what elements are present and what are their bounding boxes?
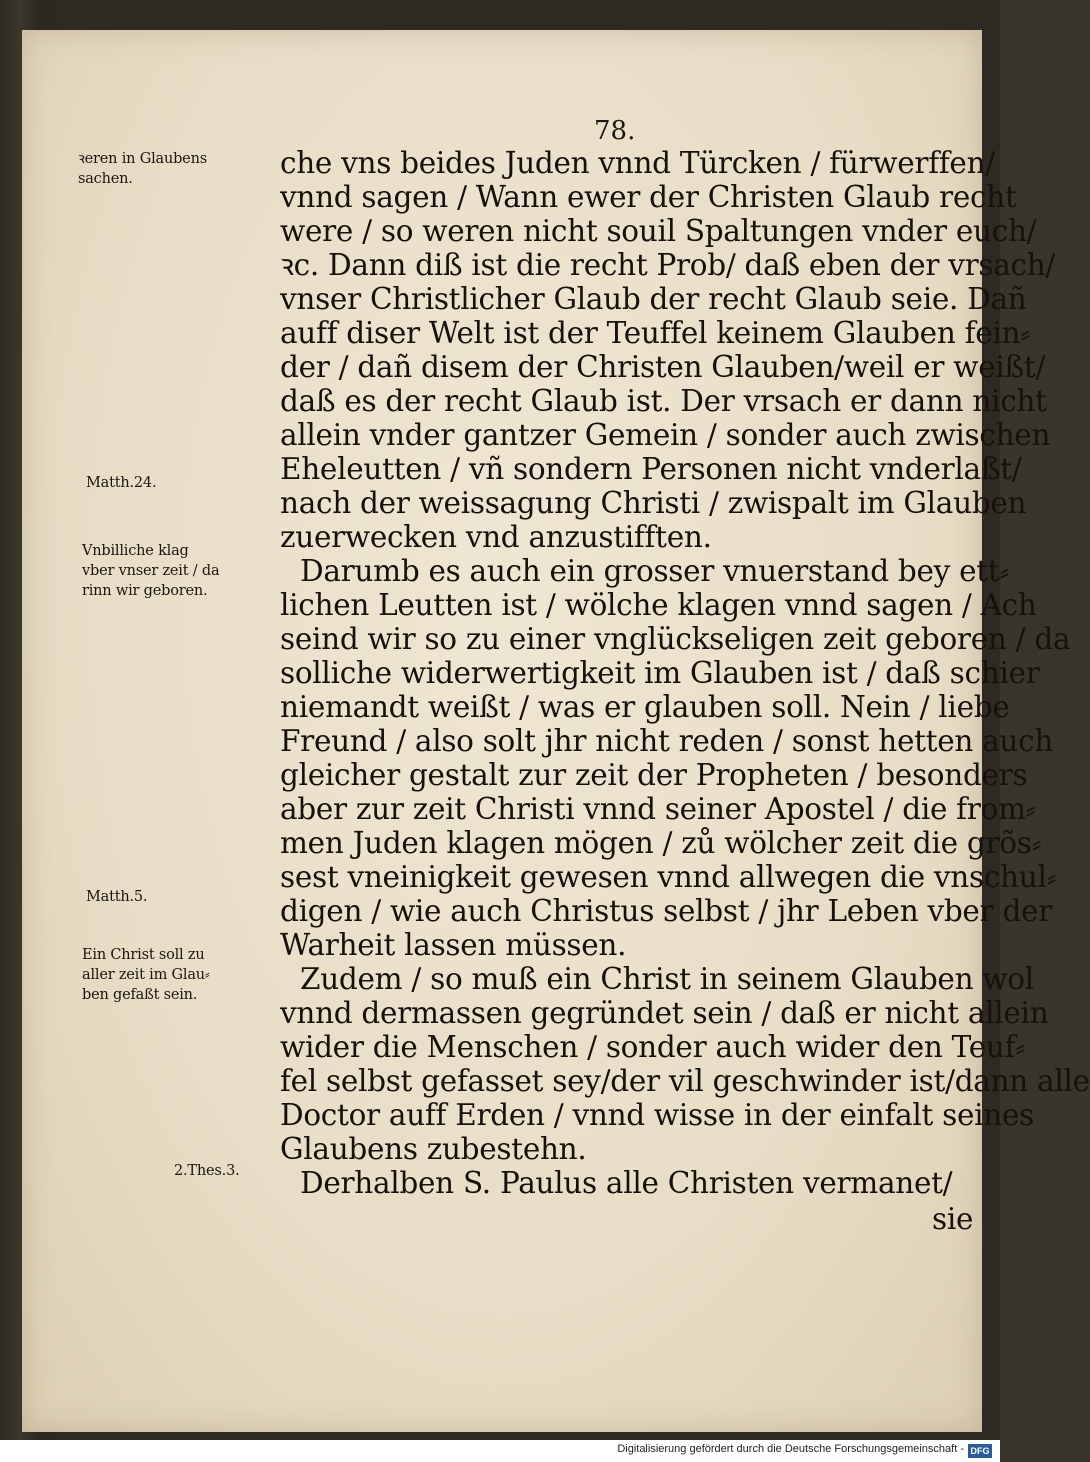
text-line: nach der weissagung Christi / zwispalt im Glauben	[280, 486, 1027, 520]
text-line: Eheleutten / vñ sondern Personen nicht vnderlaßt/	[280, 452, 1022, 486]
margin-note: Ein Christ soll zu	[82, 947, 205, 963]
text-line: men Juden klagen mögen / zů wölcher zeit die grõs⸗	[280, 826, 1042, 860]
text-line: gleicher gestalt zur zeit der Propheten / besonders	[280, 758, 1028, 792]
margin-note: Matth.5.	[86, 889, 148, 905]
text-line: Derhalben S. Paulus alle Christen vermanet/	[300, 1166, 953, 1200]
text-line: auff diser Welt ist der Teuffel keinem Glauben fein⸗	[280, 316, 1030, 350]
text-line: daß es der recht Glaub ist. Der vrsach er dann nicht	[280, 384, 1047, 418]
text-line: niemandt weißt / was er glauben soll. Nein / liebe	[280, 690, 1010, 724]
text-line: der / dañ disem der Christen Glauben/weil er weißt/	[280, 350, 1046, 384]
text-line: vnser Christlicher Glaub der recht Glaub seie. Dañ	[280, 282, 1027, 316]
book-page	[22, 30, 1090, 1432]
text-line: ꝛc. Dann diß ist die recht Prob/ daß eben der vrsach/	[280, 248, 1056, 282]
margin-note: vber vnser zeit / da	[82, 563, 220, 579]
margin-note: ꝛeren in Glaubens	[78, 151, 207, 167]
margin-note: Matth.24.	[86, 475, 157, 491]
text-line: lichen Leutten ist / wölche klagen vnnd sagen / Ach	[280, 588, 1037, 622]
catchword: sie	[932, 1202, 974, 1236]
text-line: Glaubens zubestehn.	[280, 1132, 587, 1166]
text-line: Doctor auff Erden / vnnd wisse in der einfalt seines	[280, 1098, 1034, 1132]
margin-note: sachen.	[78, 171, 133, 187]
text-line: solliche widerwertigkeit im Glauben ist / daß schier	[280, 656, 1040, 690]
margin-note: ben gefaßt sein.	[82, 987, 198, 1003]
margin-note: Vnbilliche klag	[82, 543, 189, 559]
text-line: sest vneinigkeit gewesen vnnd allwegen die vnschul⸗	[280, 860, 1057, 894]
text-line: allein vnder gantzer Gemein / sonder auch zwischen	[280, 418, 1051, 452]
funding-credit: Digitalisierung gefördert durch die Deutsche Forschungsgemeinschaft -	[617, 1443, 964, 1455]
text-line: aber zur zeit Christi vnnd seiner Apostel / die from⸗	[280, 792, 1036, 826]
text-line: vnnd dermassen gegründet sein / daß er nicht allein	[280, 996, 1049, 1030]
text-line: zuerwecken vnd anzustifften.	[280, 520, 712, 554]
page-number: 78.	[594, 116, 636, 146]
text-line: wider die Menschen / sonder auch wider den Teuf⸗	[280, 1030, 1025, 1064]
margin-note: 2.Thes.3.	[174, 1163, 240, 1179]
footer-bar	[0, 1440, 1000, 1462]
text-line: fel selbst gefasset sey/der vil geschwinder ist/dann alle	[280, 1064, 1090, 1098]
text-line: Zudem / so muß ein Christ in seinem Glauben wol	[300, 962, 1034, 996]
margin-note: rinn wir geboren.	[82, 583, 208, 599]
text-line: che vns beides Juden vnnd Türcken / fürwerffen/	[280, 146, 995, 180]
text-line: vnnd sagen / Wann ewer der Christen Glaub recht	[280, 180, 1017, 214]
dfg-logo: DFG	[968, 1444, 992, 1458]
text-line: digen / wie auch Christus selbst / jhr Leben vber der	[280, 894, 1053, 928]
text-line: Freund / also solt jhr nicht reden / sonst hetten auch	[280, 724, 1054, 758]
text-line: Warheit lassen müssen.	[280, 928, 627, 962]
margin-note: aller zeit im Glau⸗	[82, 967, 210, 983]
text-line: seind wir so zu einer vnglückseligen zeit geboren / da	[280, 622, 1071, 656]
text-line: were / so weren nicht souil Spaltungen vnder euch/	[280, 214, 1037, 248]
text-line: Darumb es auch ein grosser vnuerstand bey ett⸗	[300, 554, 1009, 588]
